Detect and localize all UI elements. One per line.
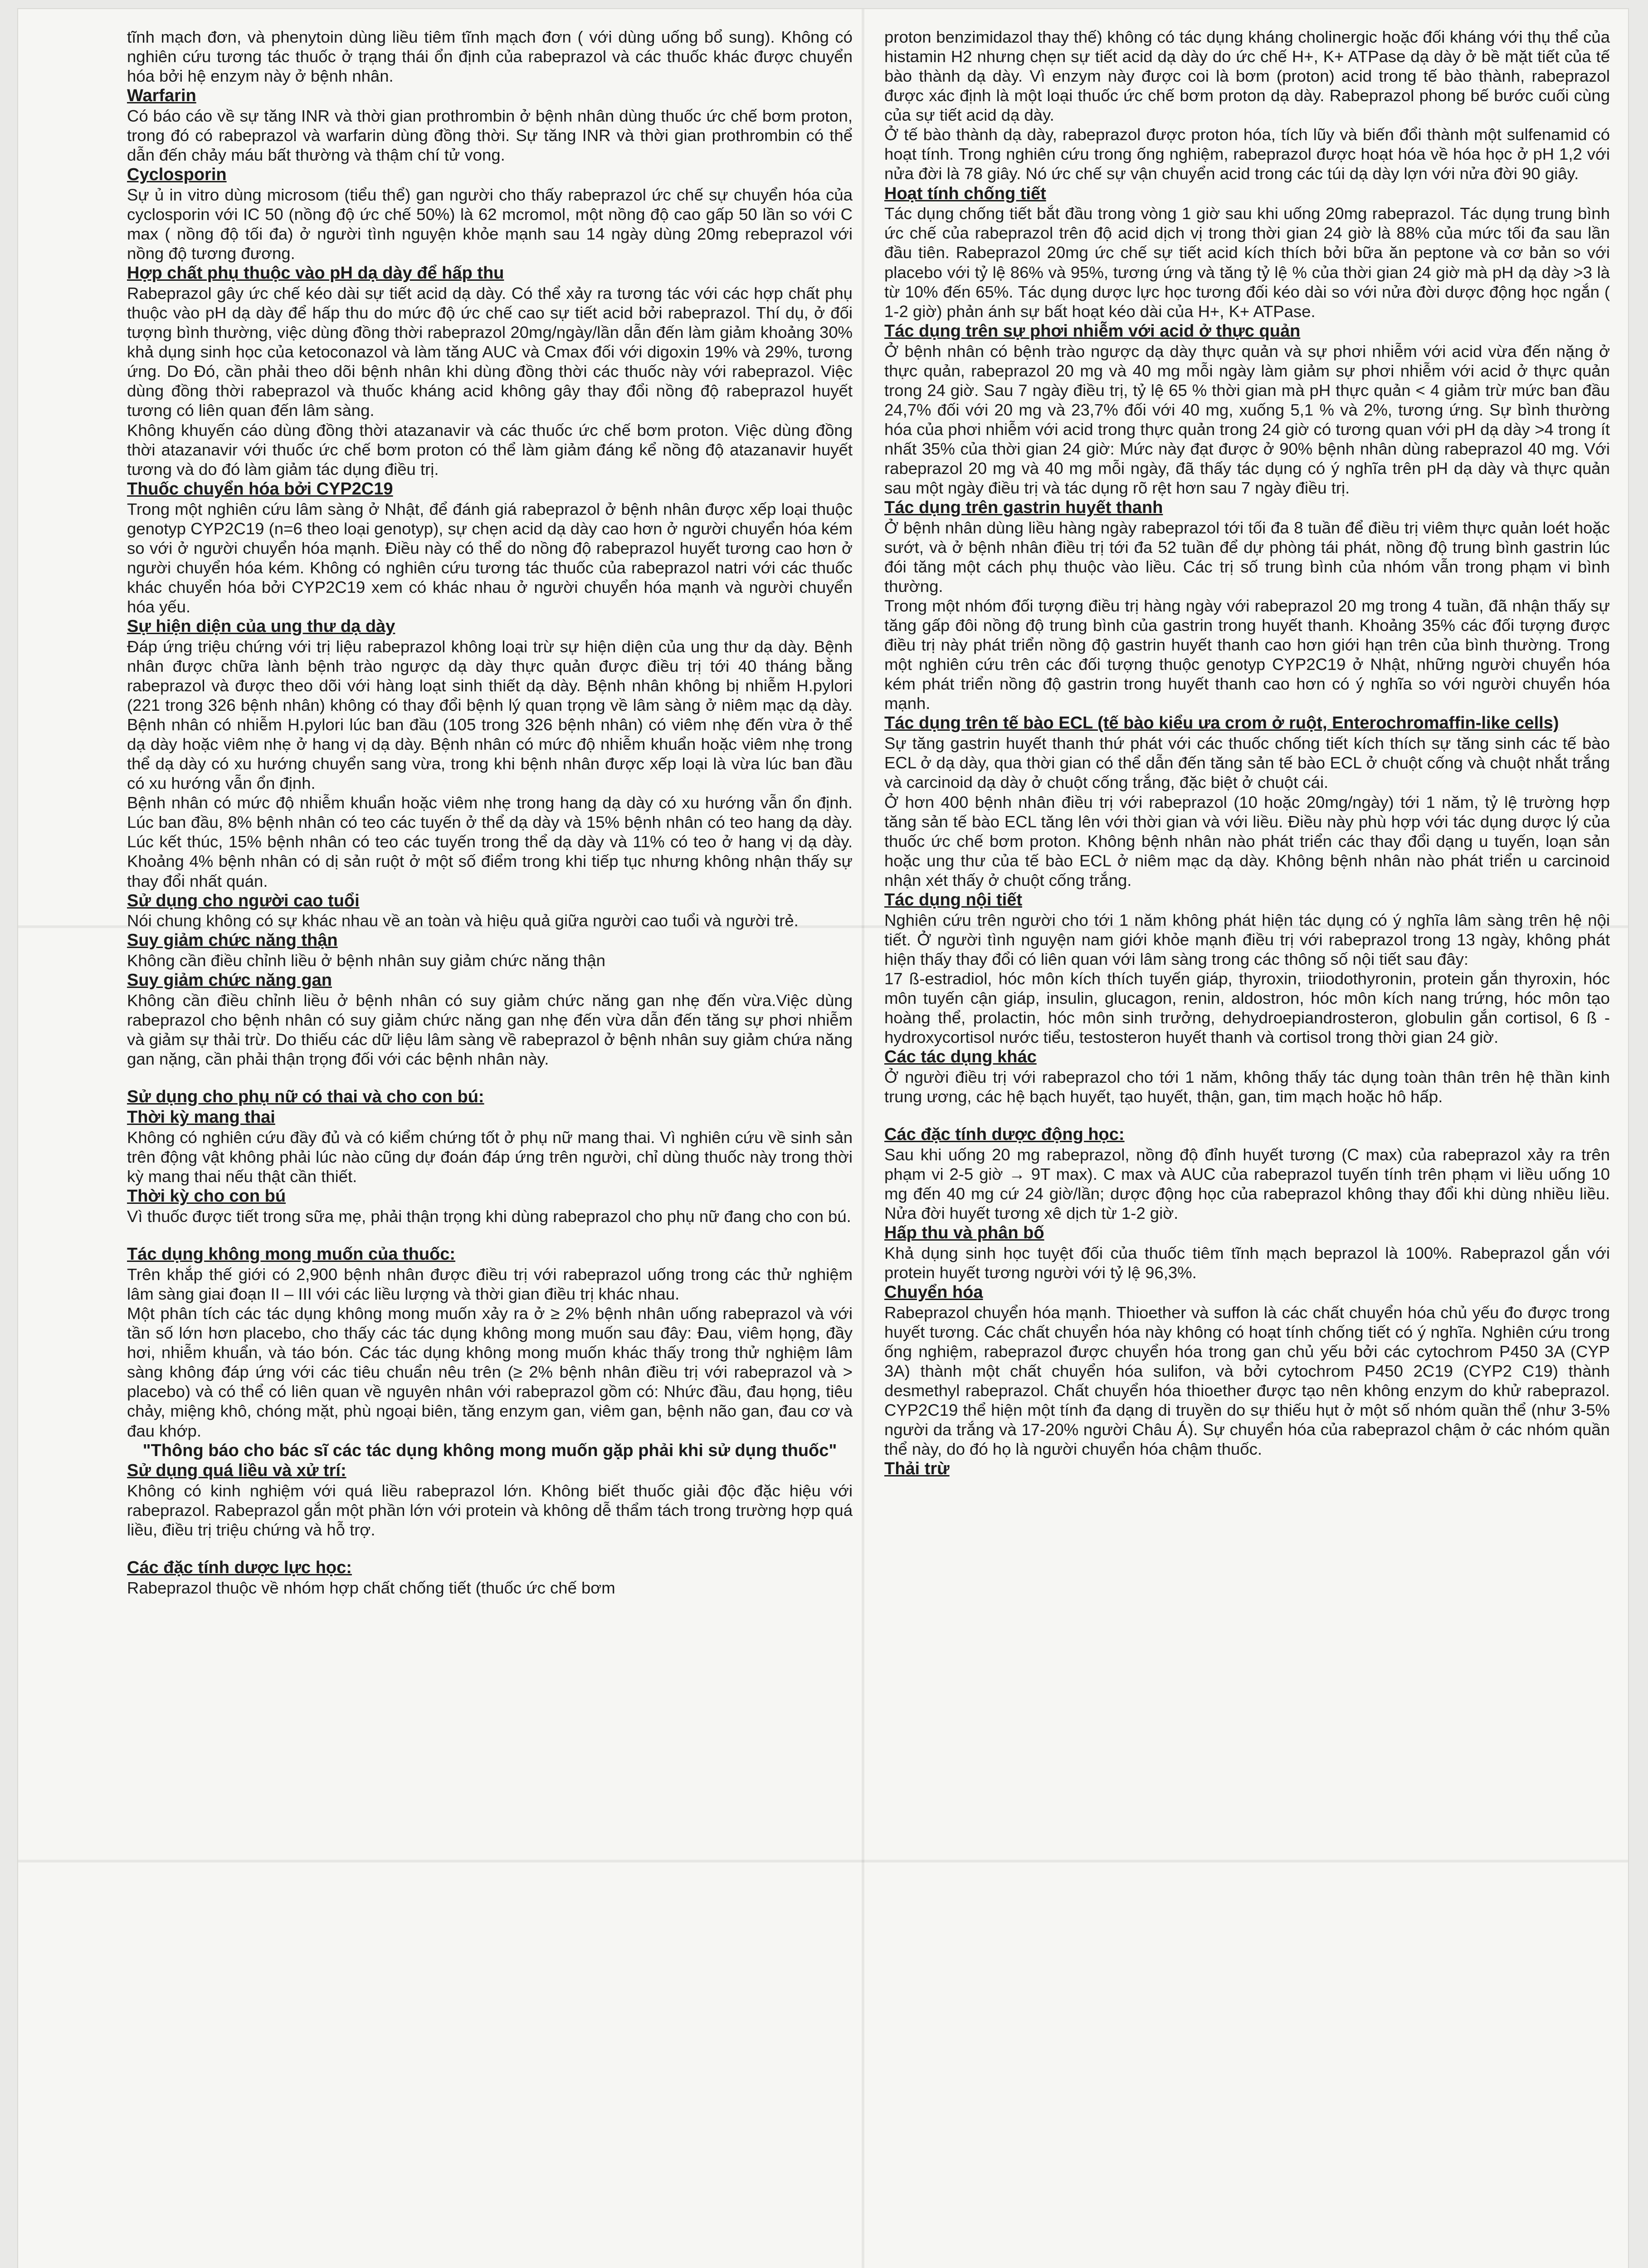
section-heading: Cyclosporin (127, 165, 227, 185)
paragraph: 17 ß-estradiol, hóc môn kích thích tuyến giáp, thyroxin, triiodothyronin, protein gắn thyroxin, hóc môn tuyến cận giáp, insulin, glucagon, renin, aldostron, hóc môn kích nang trứng, hóc môn tạo hoàng thể, prolactin, hóc môn sinh trưởng, dehydroepiandrosteron, globulin gắn cortisol, 6 ß - hydroxycortisol nước tiểu, testosteron huyết thanh và cortisol trong thời gian 24 giờ. (884, 969, 1610, 1047)
paragraph: Trên khắp thế giới có 2,900 bệnh nhân được điều trị với rabeprazol uống trong các thử nghiệm lâm sàng giai đoạn II – III với các liều lượng và thời gian điều trị khác nhau. (127, 1265, 853, 1304)
paragraph: Không có kinh nghiệm với quá liều rabeprazol lớn. Không biết thuốc giải độc đặc hiệu với rabeprazol. Rabeprazol gắn một phần lớn với protein và không dễ thẩm tách trong trường hợp quá liều, điều trị triệu chứng và hỗ trợ. (127, 1481, 853, 1540)
paragraph: Có báo cáo về sự tăng INR và thời gian prothrombin ở bệnh nhân dùng thuốc ức chế bơm proton, trong đó có rabeprazol và warfarin dùng đồng thời. Sự tăng INR và thời gian prothrombin có thể dẫn đến chảy máu bất thường và thậm chí tử vong. (127, 107, 853, 165)
paragraph: Nghiên cứu trên người cho tới 1 năm không phát hiện tác dụng có ý nghĩa lâm sàng trên hệ nội tiết. Ở người tình nguyện nam giới khỏe mạnh điều trị với rabeprazol trong 13 ngày, không phát hiện thấy thay đổi có liên quan với lâm sàng trong các thông số nội tiết sau đây: (884, 910, 1610, 968)
section-heading: Các đặc tính dược động học: (884, 1125, 1125, 1144)
notice-heading: "Thông báo cho bác sĩ các tác dụng không mong muốn gặp phải khi sử dụng thuốc" (142, 1441, 837, 1460)
section-heading: Hấp thu và phân bố (884, 1223, 1044, 1243)
paragraph: proton benzimidazol thay thế) không có tác dụng kháng cholinergic hoặc đối kháng với thụ thể của histamin H2 nhưng chẹn sự tiết acid dạ dày do ức chế H+, K+ ATPase dạ dày ở bề mặt tiết của tế bào thành dạ dày. Vì enzym này được coi là bơm (proton) acid trong tế bào thành, rabeprazol được xác định là một loại thuốc ức chế bơm proton dạ dày. Rabeprazol phong bế bước cuối cùng của sự tiết acid dạ dày. (884, 28, 1610, 125)
paragraph: tĩnh mạch đơn, và phenytoin dùng liều tiêm tĩnh mạch đơn ( với dùng uống bổ sung). Không có nghiên cứu tương tác thuốc ở trạng thái ổn định của rabeprazol và các thuốc khác được chuyển hóa bởi hệ enzym này ở bệnh nhân. (127, 28, 853, 86)
section-heading: Tác dụng trên gastrin huyết thanh (884, 498, 1163, 518)
paragraph: Rabeprazol gây ức chế kéo dài sự tiết acid dạ dày. Có thể xảy ra tương tác với các hợp chất phụ thuộc vào pH dạ dày để hấp thu do mức độ ức chế cao sự tiết acid bởi rabeprazol. Thí dụ, ở đối tượng bình thường, việc dùng đồng thời rabeprazol 20mg/ngày/lần dẫn đến làm giảm khoảng 30% khả dụng sinh học của ketoconazol và làm tăng AUC và Cmax đối với digoxin 19% và 29%, tương ứng. Do Đó, cần phải theo dõi bệnh nhân khi dùng đồng thời các thuốc này với rabeprazol. Việc dùng đồng thời rabeprazol và thuốc kháng acid không gây thay đổi nồng độ rabeprazol huyết tương có liên quan đến lâm sàng. (127, 284, 853, 420)
paragraph: Một phân tích các tác dụng không mong muốn xảy ra ở ≥ 2% bệnh nhân uống rabeprazol và với tần số lớn hơn placebo, cho thấy các tác dụng không mong muốn sau đây: Đau, viêm họng, đầy hơi, nhiễm khuẩn, và táo bón. Các tác dụng không mong muốn khác thấy trong thử nghiệm lâm sàng không đáp ứng với các tiêu chuẩn nêu trên (≥ 2% bệnh nhân điều trị với rabeprazol và > placebo) và có thể có liên quan về nguyên nhân với rabeprazol gồm có: Nhức đầu, đau họng, tiêu chảy, miệng khô, chóng mặt, phù ngoại biên, tăng enzym gan, viêm gan, bệnh não gan, đau cơ và đau khớp. (127, 1304, 853, 1440)
fold-line (18, 1860, 1628, 1862)
paragraph: Ở tế bào thành dạ dày, rabeprazol được proton hóa, tích lũy và biến đổi thành một sulfenamid có hoạt tính. Trong nghiên cứu trong ống nghiệm, rabeprazol được hoạt hóa về hóa học ở pH 1,2 với nửa đời là 78 giây. Nó ức chế sự vận chuyển acid trong các túi dạ dày lợn với nửa đời 90 giây. (884, 125, 1610, 183)
section-heading: Thời kỳ cho con bú (127, 1187, 286, 1206)
section-heading: Tác dụng không mong muốn của thuốc: (127, 1245, 456, 1264)
paragraph: Sau khi uống 20 mg rabeprazol, nồng độ đỉnh huyết tương (C max) của rabeprazol xảy ra trên phạm vi 2-5 giờ → 9T max). C max và AUC của rabeprazol tuyến tính trên phạm vi liều uống 10 mg đến 40 mg cứ 24 giờ/lần; dược động học của rabeprazol không thay đổi khi dùng nhiều liều. Nửa đời huyết tương xê dịch từ 1-2 giờ. (884, 1145, 1610, 1223)
paragraph: Vì thuốc được tiết trong sữa mẹ, phải thận trọng khi dùng rabeprazol cho phụ nữ đang cho con bú. (127, 1207, 851, 1226)
paragraph: Rabeprazol chuyển hóa mạnh. Thioether và suffon là các chất chuyển hóa chủ yếu đo được trong huyết tương. Các chất chuyển hóa này không có hoạt tính chống tiết có ý nghĩa. Nghiên cứu trong ống nghiệm, rabeprazol được chuyển hóa trong gan chủ yếu bởi các cytochrom P450 3A (CYP 3A) thành một chất chuyển hóa sulifon, và bởi cytochrom P450 2C19 (CYP2 C19) thành desmethyl rabeprazol. Chất chuyển hóa thioether được tạo nên không enzym do khử rabeprazol. CYP2C19 thể hiện một tính đa dạng di truyền do sự thiếu hụt ở một số nhóm quần thể (như 3-5% người da trắng và 17-20% người Châu Á). Sự chuyển hóa của rabeprazol chậm ở các nhóm quần thể này, do đó họ là người chuyển hóa chậm thuốc. (884, 1303, 1610, 1459)
paragraph: Không khuyến cáo dùng đồng thời atazanavir và các thuốc ức chế bơm proton. Việc dùng đồng thời atazanavir với thuốc ức chế bơm proton có thể làm giảm đáng kể nồng độ atazanavir huyết tương và do đó làm giảm tác dụng điều trị. (127, 420, 853, 479)
paragraph: Trong một nghiên cứu lâm sàng ở Nhật, để đánh giá rabeprazol ở bệnh nhân được xếp loại thuộc genotyp CYP2C19 (n=6 theo loại genotyp), sự chẹn acid dạ dày cao hơn ở người chuyển hóa kém so với ở người chuyển hóa mạnh. Điều này có thể do nồng độ rabeprazol huyết tương cao hơn ở người chuyển hóa kém. Không có nghiên cứu tương tác thuốc của rabeprazol natri với các thuốc khác chuyển hóa bởi CYP2C19 xem có khác nhau ở người chuyển hóa mạnh và người chuyển hóa yếu. (127, 499, 853, 616)
paragraph: Đáp ứng triệu chứng với trị liệu rabeprazol không loại trừ sự hiện diện của ung thư dạ dày. Bệnh nhân được chữa lành bệnh trào ngược dạ dày thực quản được điều trị tới 40 tháng bằng rabeprazol và được theo dõi với hàng loạt sinh thiết dạ dày. Bệnh nhân không bị nhiễm H.pylori (221 trong 326 bệnh nhân) không có thay đổi bệnh lý quan trọng về lâm sàng ở niêm mạc dạ dày. Bệnh nhân có nhiễm H.pylori lúc ban đầu (105 trong 326 bệnh nhân) có viêm nhẹ đến vừa ở thể dạ dày hoặc viêm nhẹ ở hang vị dạ dày. Bệnh nhân có mức độ nhiễm khuẩn hoặc viêm nhẹ trong thể dạ dày có xu hướng chuyển sang vừa, trong khi bệnh nhân được xếp loại là vừa lúc ban đầu có xu hướng vẫn ổn định. (127, 637, 853, 793)
section-heading: Các tác dụng khác (884, 1047, 1037, 1067)
paragraph: Tác dụng chống tiết bắt đầu trong vòng 1 giờ sau khi uống 20mg rabeprazol. Tác dụng trung bình ức chế của rabeprazol trên độ acid dịch vị trong thời gian 24 giờ là 88% của mức tối đa sau lần đầu tiên. Rabeprazol 20mg ức chế sự tiết acid kích thích bởi bữa ăn peptone và cơ bản so với placebo với tỷ lệ 86% và 95%, tương ứng và tăng tỷ lệ % của thời gian 24 giờ mà pH dạ dày >3 là từ 10% đến 65%. Tác dụng dược lực học tương đối kéo dài so với nửa đời dược động học ngắn ( 1-2 giờ) phản ánh sự bất hoạt kéo dài của H+, K+ ATPase. (884, 204, 1610, 321)
section-heading: Sử dụng quá liều và xử trí: (127, 1461, 346, 1481)
section-heading: Suy giảm chức năng gan (127, 971, 332, 990)
paragraph: Ở người điều trị với rabeprazol cho tới 1 năm, không thấy tác dụng toàn thân trên hệ thần kinh trung ương, các hệ bạch huyết, tạo huyết, thận, gan, tim mạch hoặc hô hấp. (884, 1067, 1610, 1106)
section-heading: Các đặc tính dược lực học: (127, 1558, 352, 1578)
section-heading: Chuyển hóa (884, 1283, 983, 1302)
paragraph: Ở bệnh nhân dùng liều hàng ngày rabeprazol tới tối đa 8 tuần để điều trị viêm thực quản loét hoặc sướt, và ở bệnh nhân điều trị tới đa 52 tuần để dự phòng tái phát, nồng độ trung bình gastrin lúc đói tăng một cách phụ thuộc vào liều. Các trị số trung bình của nhóm vẫn trong phạm vi bình thường. (884, 518, 1610, 596)
paragraph: Rabeprazol thuộc về nhóm hợp chất chống tiết (thuốc ức chế bơm (127, 1579, 615, 1598)
section-heading: Thời kỳ mang thai (127, 1108, 275, 1127)
section-heading: Warfarin (127, 86, 196, 106)
section-heading: Thuốc chuyển hóa bởi CYP2C19 (127, 479, 393, 499)
section-heading: Tác dụng nội tiết (884, 890, 1022, 909)
section-heading: Tác dụng trên sự phơi nhiễm với acid ở thực quản (884, 321, 1301, 341)
paragraph: Sự ủ in vitro dùng microsom (tiểu thể) gan người cho thấy rabeprazol ức chế sự chuyển hóa của cyclosporin với IC 50 (nồng độ ức chế 50%) là 62 mcromol, một nồng độ cao gấp 50 lần so với C max ( nồng độ tối đa) ở người tình nguyện khỏe mạnh sau 14 ngày dùng 20mg rebeprazol với nồng độ tương đương. (127, 186, 853, 263)
left-text-column (127, 27, 853, 1598)
fold-line (862, 9, 864, 2268)
section-heading: Sử dụng cho người cao tuổi (127, 891, 360, 910)
paragraph: Không cần điều chỉnh liều ở bệnh nhân có suy giảm chức năng gan nhẹ đến vừa.Việc dùng rabeprazol cho bệnh nhân có suy giảm chức năng gan nhẹ đến vừa dẫn đến tăng sự phơi nhiễm và giảm sự thải trừ. Do thiếu các dữ liệu lâm sàng về rabeprazol ở bệnh nhân suy giảm chứa năng gan nặng, cần phải thận trọng đối với các bệnh nhân này. (127, 991, 853, 1069)
section-heading: Sử dụng cho phụ nữ có thai và cho con bú: (127, 1087, 484, 1107)
section-spacer (127, 1226, 853, 1244)
section-heading: Thải trừ (884, 1459, 950, 1479)
section-spacer (127, 1069, 853, 1087)
paragraph: Bệnh nhân có mức độ nhiễm khuẩn hoặc viêm nhẹ trong hang dạ dày có xu hướng vẫn ổn định. Lúc ban đầu, 8% bệnh nhân có teo các tuyến ở thể dạ dày và 15% bệnh nhân có teo hang dạ dày. Lúc kết thúc, 15% bệnh nhân có teo các tuyến trong thể dạ dày và 11% có teo ở hang vị dạ dày. Khoảng 4% bệnh nhân có dị sản ruột ở một số điểm trong khi tiếp tục nhưng không nhận thấy sự thay đổi nhất quán. (127, 793, 853, 890)
paragraph: Sự tăng gastrin huyết thanh thứ phát với các thuốc chống tiết kích thích sự tăng sinh các tế bào ECL ở dạ dày, qua thời gian có thể dẫn đến tăng sản tế bào ECL ở chuột cống và chuột nhắt trắng và carcinoid dạ dày ở chuột cống trắng, đặc biệt ở chuột cái. (884, 734, 1610, 792)
leaflet-sheet (18, 9, 1628, 2268)
section-heading: Hoạt tính chống tiết (884, 184, 1046, 203)
section-heading: Hợp chất phụ thuộc vào pH dạ dày để hấp thu (127, 264, 504, 283)
section-spacer (127, 1540, 853, 1558)
section-heading: Sự hiện diện của ung thư dạ dày (127, 616, 395, 636)
paragraph: Ở bệnh nhân có bệnh trào ngược dạ dày thực quản và sự phơi nhiễm với acid vừa đến nặng ở thực quản, rabeprazol 20 mg và 40 mg mỗi ngày làm giảm sự phơi nhiễm với acid ở thực quản trong 24 giờ. Sau 7 ngày điều trị, tỷ lệ 65 % thời gian mà pH thực quản < 4 giảm trừ mức ban đầu 24,7% đối với 20 mg và 23,7% đối với 40 mg, xuống 5,1 % và 2%, tương ứng. Sự bình thường hóa của phơi nhiễm với acid trong thực quản trong 24 giờ có tương quan với pH dạ dày >4 trong ít nhất 35% của thời gian 24 giờ: Mức này đạt được ở 90% bệnh nhân dùng rabeprazol 40 mg. Với rabeprazol 20 mg và 40 mg mỗi ngày, đã thấy tác dụng có ý nghĩa trên pH dạ dày và thực quản sau một ngày điều trị và tác dụng rõ rệt hơn sau 7 ngày điều trị. (884, 342, 1610, 497)
paragraph: Trong một nhóm đối tượng điều trị hàng ngày với rabeprazol 20 mg trong 4 tuần, đã nhận thấy sự tăng gấp đôi nồng độ trung bình của gastrin trong huyết thanh. Khoảng 35% các đối tượng được điều trị này phát triển nồng độ gastrin huyết thanh cao hơn giới hạn trên của bình thường. Trong một nghiên cứu trên các đối tượng thuộc genotyp CYP2C19 ở Nhật, những người chuyển hóa kém phát triển nồng độ gastrin trong huyết thanh cao hơn có ý nghĩa so với người chuyển hóa mạnh. (884, 596, 1610, 713)
right-text-column (884, 27, 1610, 1479)
section-spacer (884, 1106, 1610, 1124)
paragraph: Không có nghiên cứu đầy đủ và có kiểm chứng tốt ở phụ nữ mang thai. Vì nghiên cứu về sinh sản trên động vật không phải lúc nào cũng dự đoán đáp ứng trên người, chỉ dùng thuốc này trong thời kỳ mang thai nếu thật cần thiết. (127, 1128, 853, 1186)
paragraph: Không cần điều chỉnh liều ở bệnh nhân suy giảm chức năng thận (127, 951, 605, 970)
section-heading: Suy giảm chức năng thận (127, 931, 338, 950)
paragraph: Ở hơn 400 bệnh nhân điều trị với rabeprazol (10 hoặc 20mg/ngày) tới 1 năm, tỷ lệ trường hợp tăng sản tế bào ECL tăng lên với thời gian và với liều. Điều này phù hợp với tác dụng dược lý của thuốc ức chế bơm proton. Không bệnh nhân nào phát triển các thay đổi dạng u tuyến, loạn sản hoặc ung thư của tế bào ECL ở niêm mạc dạ dày. Không bệnh nhân nào phát triển u carcinoid nhận xét thấy ở chuột cống trắng. (884, 792, 1610, 890)
paragraph: Khả dụng sinh học tuyệt đối của thuốc tiêm tĩnh mạch beprazol là 100%. Rabeprazol gắn với protein huyết tương người với tỷ lệ 96,3%. (884, 1243, 1610, 1282)
section-heading: Tác dụng trên tế bào ECL (tế bào kiểu ưa crom ở ruột, Enterochromaffin-like cells) (884, 714, 1559, 733)
paragraph: Nói chung không có sự khác nhau về an toàn và hiệu quả giữa người cao tuổi và người trẻ. (127, 911, 799, 930)
